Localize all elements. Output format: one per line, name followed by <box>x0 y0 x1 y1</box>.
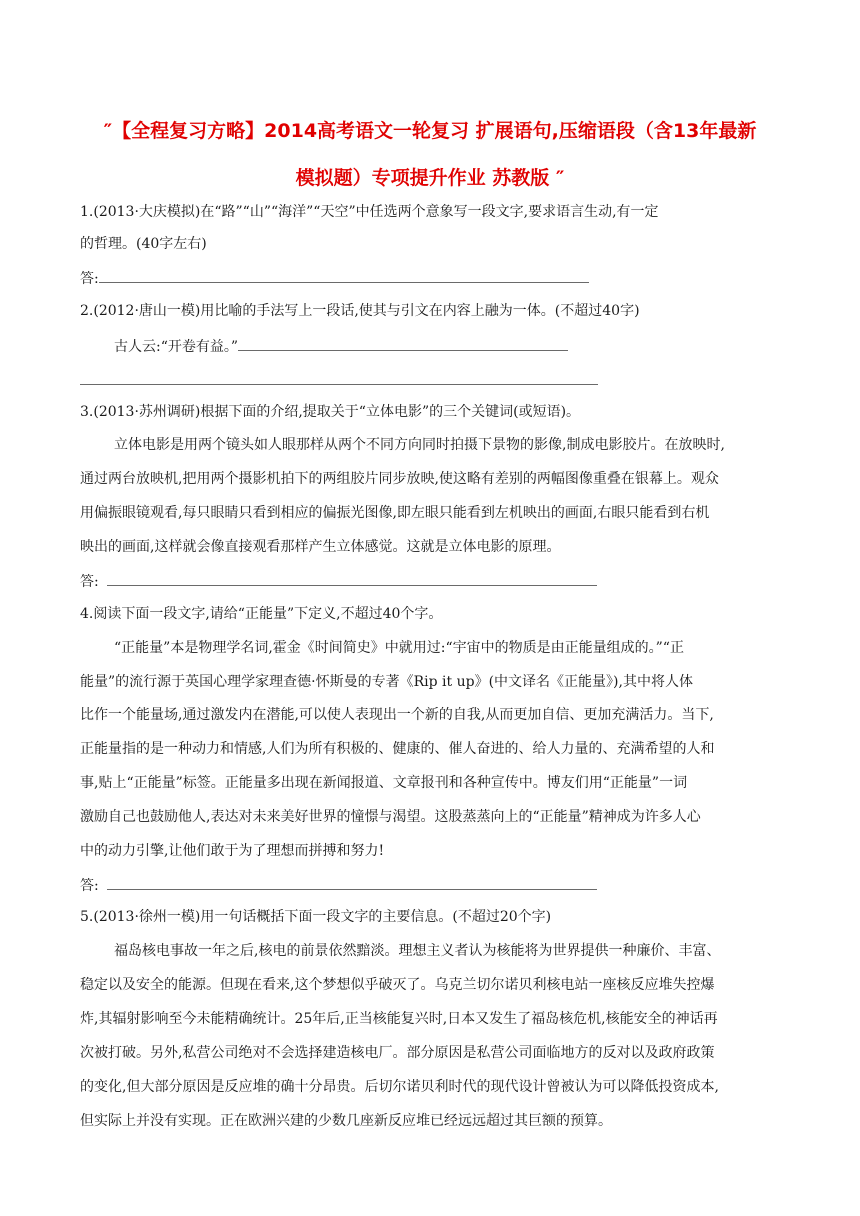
q1-answer-blank[interactable] <box>99 268 589 283</box>
q4-passage-line: 比作一个能量场,通过激发内在潜能,可以使人表现出一个新的自我,从而更加自信、更加充满活力。当下, <box>80 707 714 723</box>
q4-answer-label: 答: <box>80 878 99 894</box>
q5-passage-line: 炸,其辐射影响至今未能精确统计。25年后,正当核能复兴时,日本又发生了福岛核危机,核能安全的神话再 <box>80 1011 718 1027</box>
q2-prompt-line-1: 2.(2012·唐山一模)用比喻的手法写上一段话,使其与引文在内容上融为一体。(不超过40字) <box>80 303 640 319</box>
q3-passage-line: 映出的画面,这样就会像直接观看那样产生立体感觉。这就是立体电影的原理。 <box>80 539 561 555</box>
q4-passage-line: 事,贴上“正能量”标签。正能量多出现在新闻报道、文章报刊和各种宣传中。博友们用“正能量”一词 <box>80 775 688 791</box>
q1-prompt-line-1: 1.(2013·大庆模拟)在“路”“山”“海洋”“天空”中任选两个意象写一段文字,要求语言生动,有一定 <box>80 204 659 220</box>
q4-passage-line: 激励自己也鼓励他人,表达对未来美好世界的憧憬与渴望。这股蒸蒸向上的“正能量”精神成为许多人心 <box>80 809 701 825</box>
q3-prompt-line-1: 3.(2013·苏州调研)根据下面的介绍,提取关于“立体电影”的三个关键词(或短语)。 <box>80 404 581 420</box>
q3-answer-blank[interactable] <box>107 571 597 586</box>
q3-answer-row <box>80 571 597 591</box>
q2-quote: 古人云:“开卷有益。” <box>114 339 239 355</box>
q4-answer-blank[interactable] <box>107 875 597 890</box>
document-title-line-2: 模拟题）专项提升作业 苏教版 ″ <box>295 167 565 189</box>
q1-answer-row <box>80 268 589 288</box>
q4-answer-row <box>80 875 597 895</box>
q5-prompt-line-1: 5.(2013·徐州一模)用一句话概括下面一段文字的主要信息。(不超过20个字) <box>80 909 552 925</box>
q4-prompt-line-1: 4.阅读下面一段文字,请给“正能量”下定义,不超过40个字。 <box>80 606 443 622</box>
q5-passage-line: 福岛核电事故一年之后,核电的前景依然黯淡。理想主义者认为核能将为世界提供一种廉价、丰富、 <box>114 943 721 959</box>
q4-passage-line: 能量”的流行源于英国心理学家理查德·怀斯曼的专著《Rip it up》(中文译名《正能量》),其中将人体 <box>80 674 693 690</box>
q5-passage-line: 稳定以及安全的能源。但现在看来,这个梦想似乎破灭了。乌克兰切尔诺贝利核电站一座核反应堆失控爆 <box>80 977 715 993</box>
q3-passage-line: 立体电影是用两个镜头如人眼那样从两个不同方向同时拍摄下景物的影像,制成电影胶片。在放映时, <box>114 437 725 453</box>
q5-passage-line: 但实际上并没有实现。正在欧洲兴建的少数几座新反应堆已经远远超过其巨额的预算。 <box>80 1113 612 1129</box>
q3-answer-label: 答: <box>80 574 99 590</box>
q3-passage-line: 通过两台放映机,把用两个摄影机拍下的两组胶片同步放映,使这略有差别的两幅图像重叠在银幕上。观众 <box>80 471 719 487</box>
q2-answer-blank-1[interactable] <box>238 336 568 351</box>
q2-answer-blank-2[interactable] <box>80 384 598 385</box>
q4-passage-line: “正能量”本是物理学名词,霍金《时间简史》中就用过:“宇宙中的物质是由正能量组成的。”“正 <box>114 640 684 656</box>
q3-passage-line: 用偏振眼镜观看,每只眼睛只看到相应的偏振光图像,即左眼只能看到左机映出的画面,右眼只能看到右机 <box>80 505 710 521</box>
document-title-line-1: ″【全程复习方略】2014高考语文一轮复习 扩展语句,压缩语段（含13年最新 <box>103 120 757 142</box>
q2-quote-row <box>114 336 568 356</box>
q1-answer-label: 答: <box>80 271 99 287</box>
q1-prompt-line-2: 的哲理。(40字左右) <box>80 236 207 252</box>
q5-passage-line: 次被打破。另外,私营公司绝对不会选择建造核电厂。部分原因是私营公司面临地方的反对以及政府政策 <box>80 1045 715 1061</box>
q4-passage-line: 中的动力引擎,让他们敢于为了理想而拼搏和努力! <box>80 843 385 859</box>
q5-passage-line: 的变化,但大部分原因是反应堆的确十分昂贵。后切尔诺贝利时代的现代设计曾被认为可以降低投资成本, <box>80 1079 719 1095</box>
q4-passage-line: 正能量指的是一种动力和情感,人们为所有积极的、健康的、催人奋进的、给人力量的、充满希望的人和 <box>80 741 715 757</box>
